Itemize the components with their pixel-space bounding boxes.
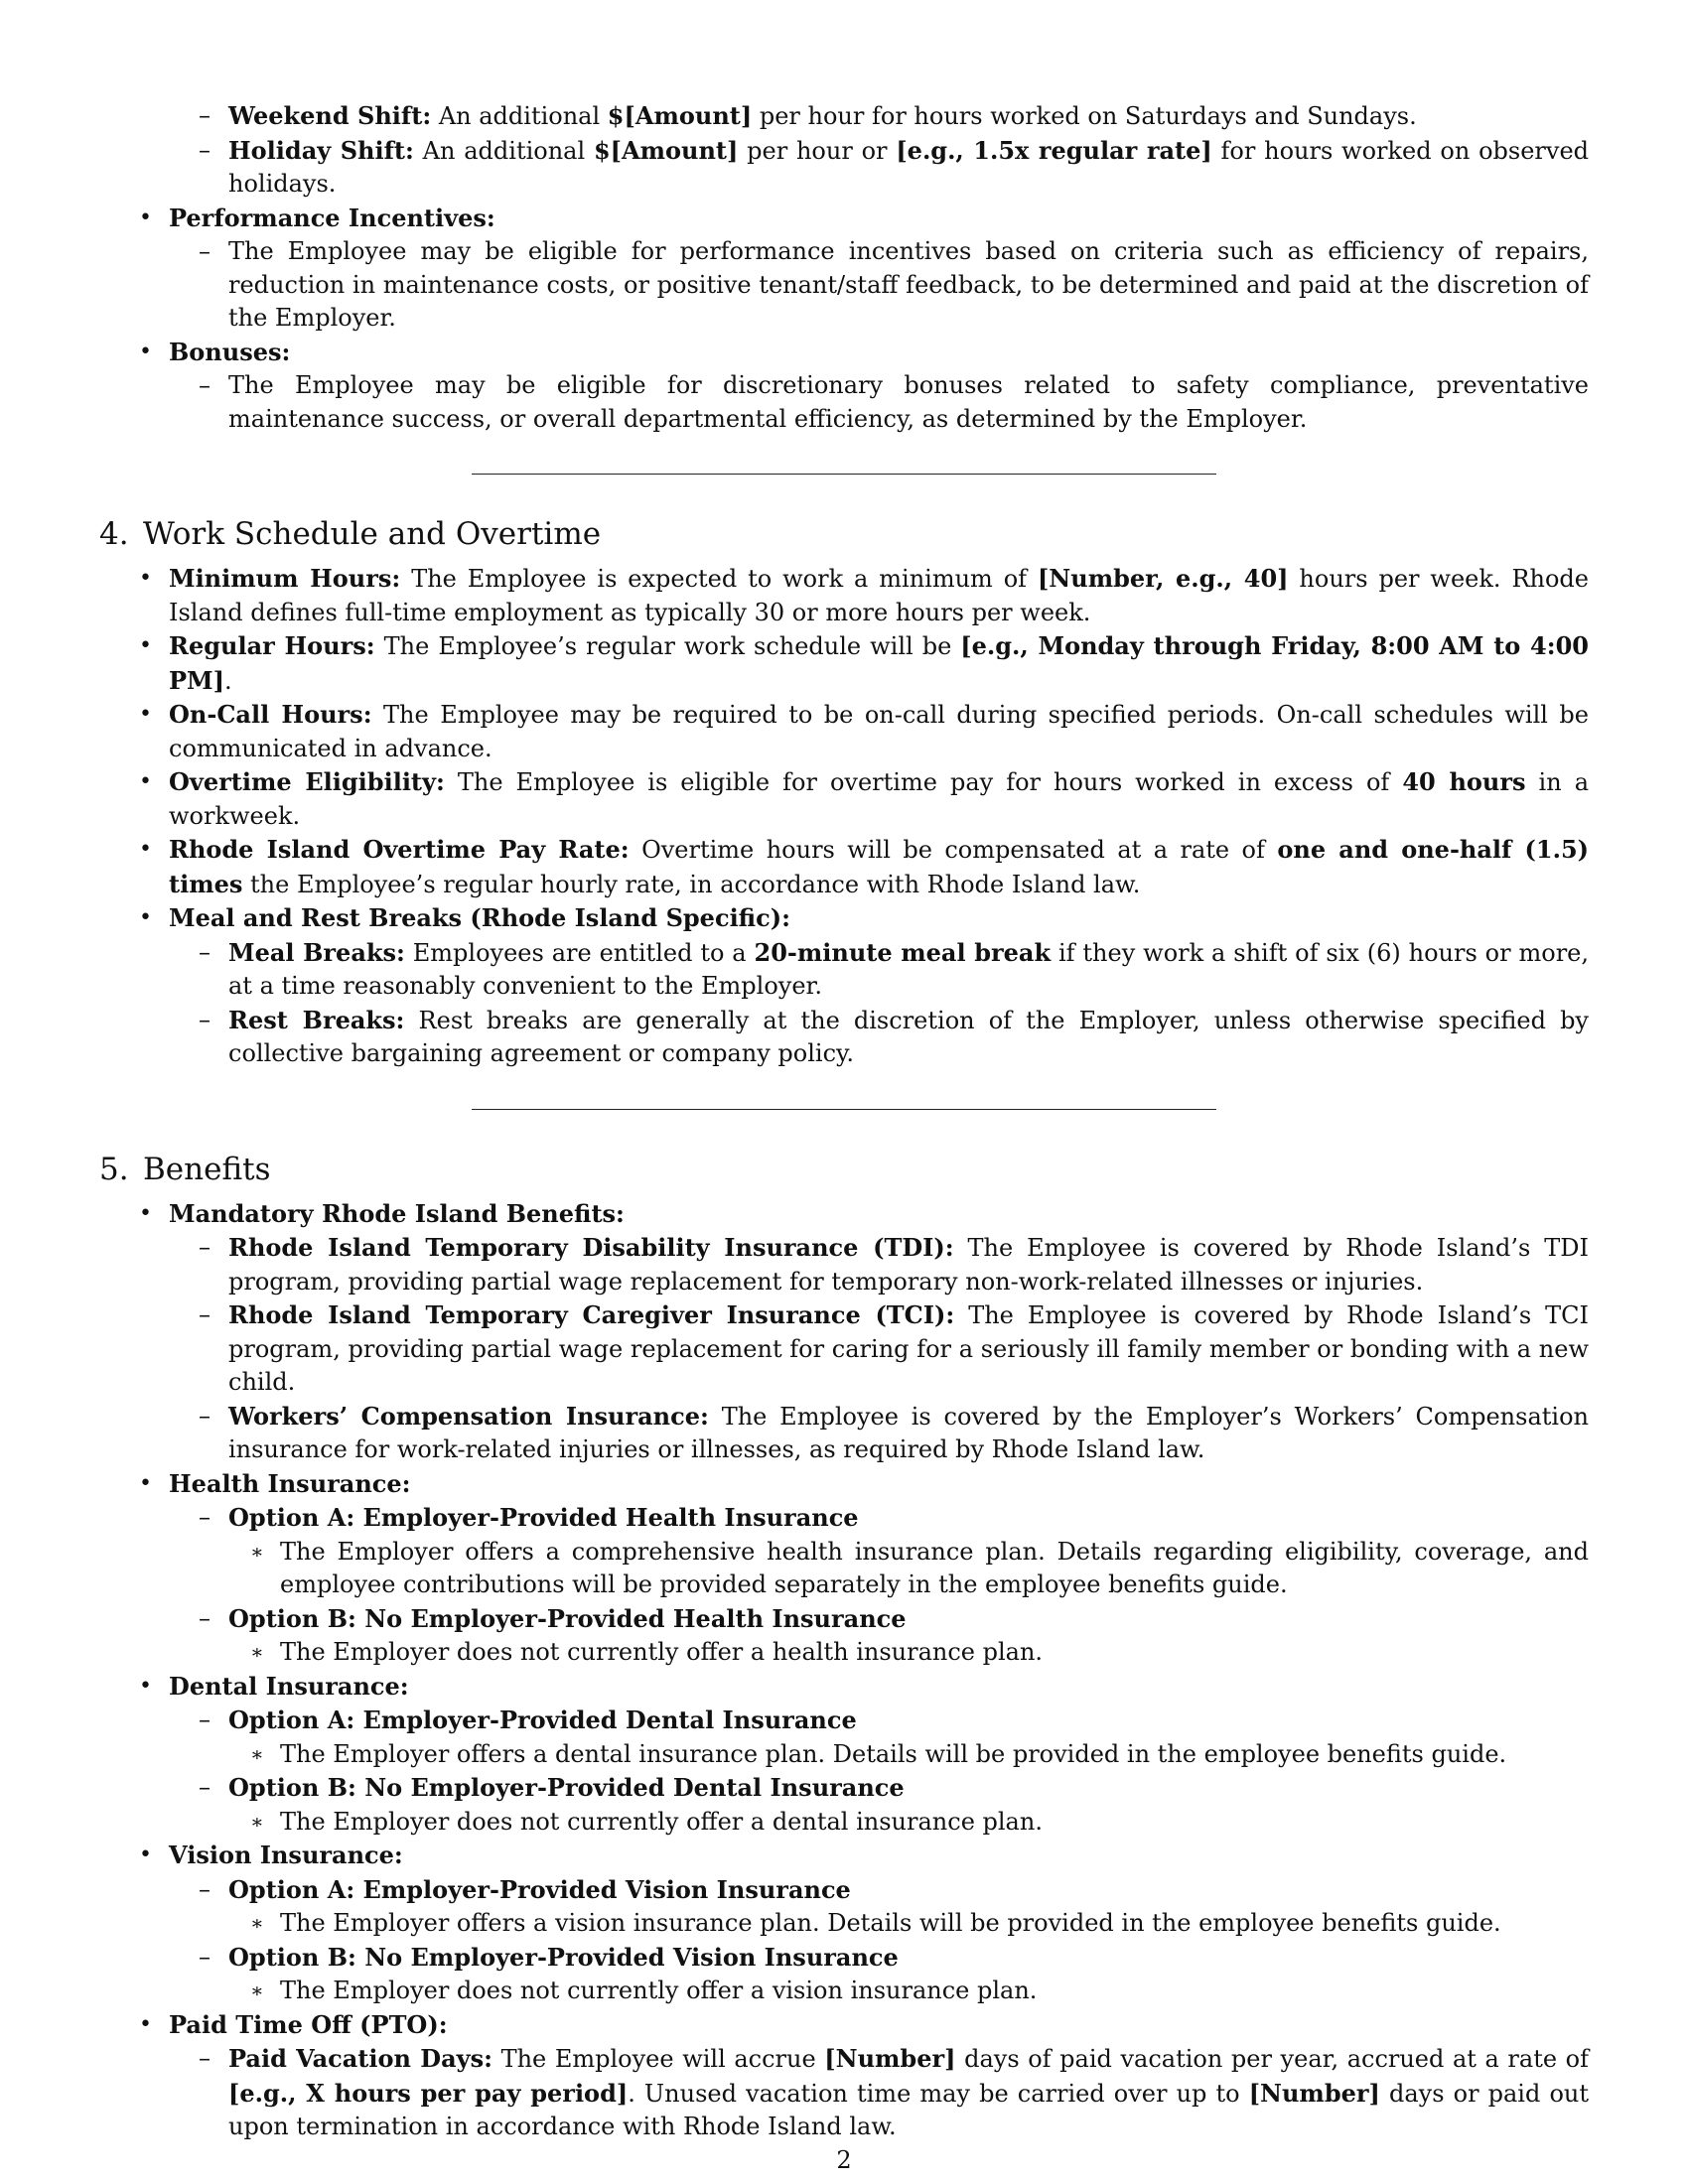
rest-breaks-item: – Rest Breaks: Rest breaks are generally at the discretion of the Employer, unless otherwise specified by collective bargaining agreement or company policy. bbox=[199, 1005, 1589, 1067]
minimum-hours-item: • Minimum Hours: The Employee is expected to work a minimum of [Number, e.g., 40] hours per week. Rhode Island defines full-time employment as typically 30 or more hours per week. bbox=[139, 564, 1589, 626]
overtime-rate-item: • Rhode Island Overtime Pay Rate: Overtime hours will be compensated at a rate of one and one-half (1.5) times the Employee’s regular hourly rate, in accordance with Rhode Island law. bbox=[139, 835, 1589, 898]
tdi-item: – Rhode Island Temporary Disability Insurance (TDI): The Employee is covered by Rhode Island’s TDI program, providing partial wage replacement for temporary non-work-related illnesses or injuries. bbox=[199, 1233, 1589, 1296]
bonuses-item: • Bonuses: bbox=[139, 337, 291, 366]
bonuses-text: – The Employee may be eligible for discretionary bonuses related to safety compliance, preventative maintenance success, or overall departmental efficiency, as determined by the Employer. bbox=[199, 371, 1589, 433]
health-option-a: – Option A: Employer-Provided Health Insurance bbox=[199, 1503, 859, 1532]
health-insurance-item: • Health Insurance: bbox=[139, 1468, 411, 1498]
vision-option-b: – Option B: No Employer-Provided Vision Insurance bbox=[199, 1942, 899, 1972]
health-option-b: – Option B: No Employer-Provided Health Insurance bbox=[199, 1603, 907, 1633]
dental-insurance-item: • Dental Insurance: bbox=[139, 1671, 409, 1701]
vision-option-a: – Option A: Employer-Provided Vision Insurance bbox=[199, 1874, 851, 1904]
section-divider bbox=[472, 1109, 1216, 1110]
health-option-a-text: ∗ The Employer offers a comprehensive health insurance plan. Details regarding eligibility, coverage, and employee contributions will be provided separately in the employee benefits guide. bbox=[250, 1537, 1589, 1598]
regular-hours-item: • Regular Hours: The Employee’s regular work schedule will be [e.g., Monday through Friday, 8:00 AM to 4:00 PM]. bbox=[139, 631, 1589, 695]
workers-comp-item: – Workers’ Compensation Insurance: The Employee is covered by the Employer’s Workers’ Compensation insurance for work-related injuries or illnesses, as required by Rhode Island law. bbox=[199, 1401, 1589, 1463]
vision-insurance-item: • Vision Insurance: bbox=[139, 1841, 403, 1869]
mandatory-benefits-item: • Mandatory Rhode Island Benefits: bbox=[139, 1198, 625, 1228]
dental-option-b: – Option B: No Employer-Provided Dental Insurance bbox=[199, 1773, 905, 1802]
meal-breaks-item: – Meal Breaks: Employees are entitled to a 20-minute meal break if they work a shift of six (6) hours or more, at a time reasonably convenient to the Employer. bbox=[199, 937, 1589, 1000]
pto-item: • Paid Time Off (PTO): bbox=[139, 2009, 448, 2039]
tci-item: – Rhode Island Temporary Caregiver Insurance (TCI): The Employee is covered by Rhode Island’s TCI program, providing partial wage replacement for caring for a seriously ill family member or bonding with a new child. bbox=[199, 1300, 1589, 1396]
dental-option-b-text: ∗ The Employer does not currently offer a dental insurance plan. bbox=[250, 1807, 1043, 1836]
vacation-days-item: – Paid Vacation Days: The Employee will accrue [Number] days of paid vacation per year, accrued at a rate of [e.g., X hours per pay period]. Unused vacation time may be carried over up to [Number] days or paid out upon termination in accordance with Rhode Island law. bbox=[199, 2044, 1589, 2140]
meal-rest-breaks-item: • Meal and Rest Breaks (Rhode Island Specific): bbox=[139, 903, 790, 932]
vision-option-a-text: ∗ The Employer offers a vision insurance plan. Details will be provided in the employee benefits guide. bbox=[250, 1909, 1501, 1937]
section-5-heading: 5. Benefits bbox=[99, 1151, 271, 1187]
section-divider bbox=[472, 474, 1216, 475]
section-4-heading: 4. Work Schedule and Overtime bbox=[99, 516, 602, 552]
on-call-hours-item: • On-Call Hours: The Employee may be required to be on-call during specified periods. On-call schedules will be communicated in advance. bbox=[139, 700, 1589, 762]
overtime-eligibility-item: • Overtime Eligibility: The Employee is eligible for overtime pay for hours worked in excess of 40 hours in a workweek. bbox=[139, 767, 1590, 830]
vision-option-b-text: ∗ The Employer does not currently offer a vision insurance plan. bbox=[250, 1977, 1038, 2004]
document-page bbox=[99, 99, 1589, 2144]
dental-option-a-text: ∗ The Employer offers a dental insurance plan. Details will be provided in the employee benefits guide. bbox=[250, 1739, 1507, 1768]
page-number: 2 bbox=[836, 2146, 852, 2174]
performance-incentives-text: – The Employee may be eligible for performance incentives based on criteria such as efficiency of repairs, reduction in maintenance costs, or positive tenant/staff feedback, to be determined and paid at the discretion of the Employer. bbox=[199, 237, 1589, 332]
holiday-shift-item: – Holiday Shift: An additional $[Amount] per hour or [e.g., 1.5x regular rate] for hours worked on observed holidays. bbox=[199, 135, 1590, 198]
health-option-b-text: ∗ The Employer does not currently offer a health insurance plan. bbox=[250, 1638, 1044, 1666]
performance-incentives-item: • Performance Incentives: bbox=[139, 203, 495, 232]
dental-option-a: – Option A: Employer-Provided Dental Insurance bbox=[199, 1706, 857, 1734]
weekend-shift-item: – Weekend Shift: An additional $[Amount] per hour for hours worked on Saturdays and Sundays. bbox=[199, 101, 1417, 130]
